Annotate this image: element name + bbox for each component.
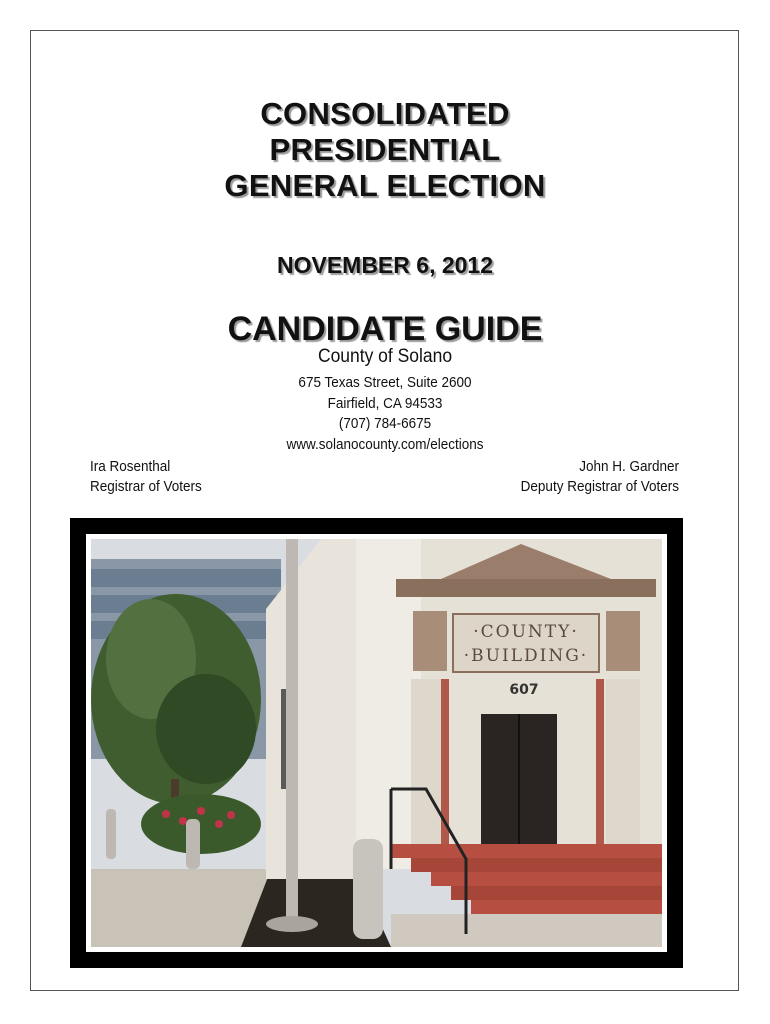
bollard <box>353 839 383 939</box>
city-address: Fairfield, CA 94533 <box>327 395 443 412</box>
photo-mat <box>86 534 667 952</box>
street-number: 607 <box>509 682 539 698</box>
sign-text-county: ·COUNTY· <box>473 622 579 642</box>
right-official-role: Deputy Registrar of Voters <box>520 478 679 495</box>
title-line-3: GENERAL ELECTION <box>224 168 546 203</box>
street-address: 675 Texas Street, Suite 2600 <box>298 374 472 391</box>
county-name: County of Solano <box>317 346 453 367</box>
lamp-post <box>286 539 298 919</box>
website-link[interactable]: www.solanocounty.com/elections <box>286 436 484 453</box>
shrubs <box>141 794 261 854</box>
pilaster-left <box>411 679 441 864</box>
ornament-left <box>413 611 447 671</box>
phone-number: (707) 784-6675 <box>338 415 432 432</box>
right-official <box>512 457 679 497</box>
title-line-2: PRESIDENTIAL <box>269 132 501 167</box>
election-date: NOVEMBER 6, 2012 <box>276 252 494 278</box>
left-official-name: Ira Rosenthal <box>90 458 171 475</box>
pilaster-right <box>606 679 640 864</box>
left-official-role: Registrar of Voters <box>90 478 202 495</box>
county-building-photo <box>91 539 662 947</box>
guide-title: CANDIDATE GUIDE <box>227 310 543 348</box>
title-line-1: CONSOLIDATED <box>260 96 510 131</box>
photo-frame <box>70 518 683 968</box>
sign-text-building: ·BUILDING· <box>463 646 589 666</box>
right-official-name: John H. Gardner <box>579 458 679 475</box>
walkway <box>91 869 271 947</box>
cornice <box>396 579 656 597</box>
left-official <box>90 457 202 497</box>
ornament-right <box>606 611 640 671</box>
election-title <box>0 96 770 204</box>
steps <box>391 844 662 858</box>
